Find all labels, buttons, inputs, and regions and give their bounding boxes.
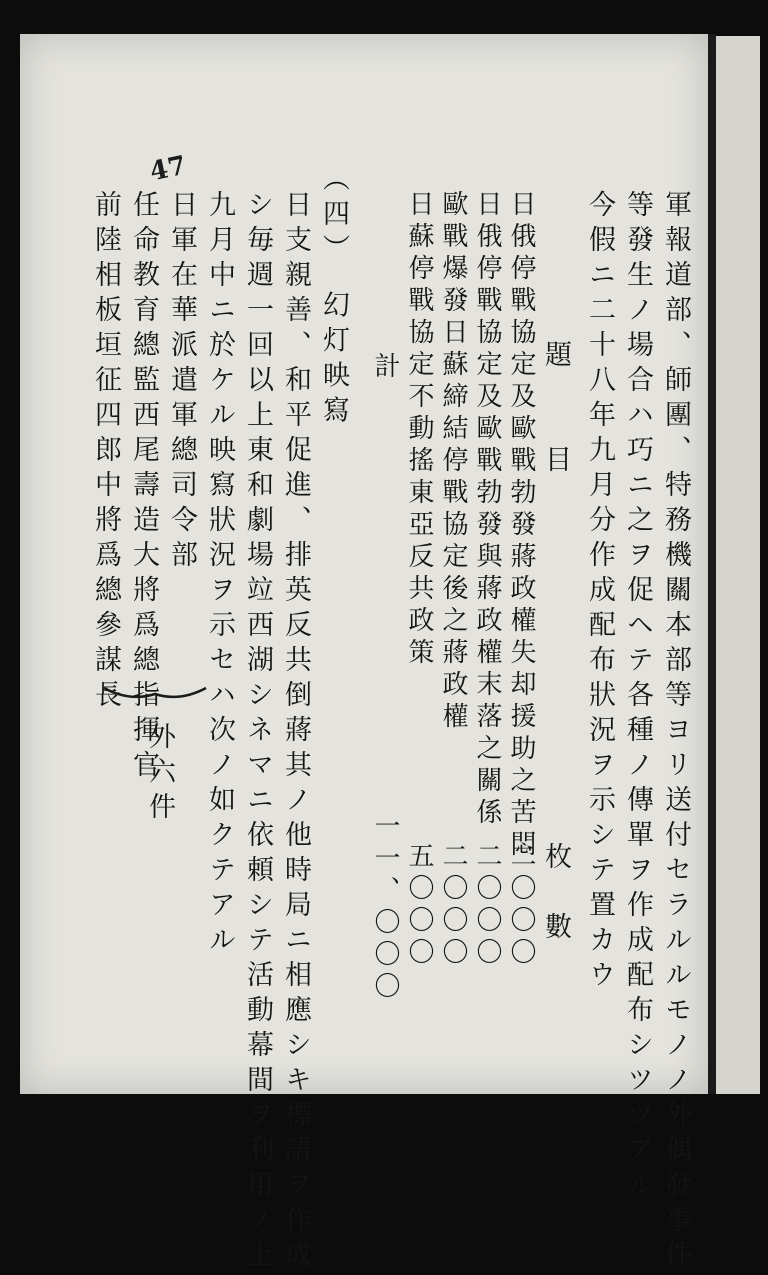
command-line-2: 任命教育總監西尾壽造大將爲總指揮官 <box>128 190 159 785</box>
binding-shadow <box>708 34 716 1094</box>
adjacent-page-edge <box>716 36 760 1094</box>
table-row-3-title: 歐戰爆發日蘇締結停戰協定後之蔣政權 <box>438 190 468 734</box>
table-header-title: 題 目 <box>540 340 571 480</box>
table-row-1-count: 二〇〇〇 <box>506 842 536 970</box>
command-line-3: 前陸相板垣征四郎中將爲總參謀長 <box>90 190 121 715</box>
intro-line-1: 軍報道部、師團、特務機關本部等ヨリ送付セラルルモノノ外偶發事件 <box>660 190 691 1275</box>
section-heading: （四） 幻灯映寫 <box>318 164 349 431</box>
table-row-2-title: 日俄停戰協定及歐戰勃發與蔣政權末落之關係 <box>472 190 502 830</box>
table-row-1-title: 日俄停戰協定及歐戰勃發蔣政權失却援助之苦悶 <box>506 190 536 862</box>
command-line-1: 日軍在華派遣軍總司令部 <box>166 190 197 575</box>
document-page <box>20 34 708 1275</box>
intro-line-3: 今假ニ二十八年九月分作成配布狀況ヲ示シテ置カウ <box>584 190 615 995</box>
section-line-2: シ毎週一回以上東和劇場竝西湖シネマニ依頼シテ活動幕間ヲ利用ノ上 <box>242 190 273 1275</box>
table-header-count: 枚 數 <box>540 842 571 947</box>
table-total-count: 一一、〇〇〇 <box>370 812 400 1004</box>
table-total-label: 計 <box>370 352 400 384</box>
section-line-3: 九月中ニ於ケル映寫狀況ヲ示セハ次ノ如クテアル <box>204 190 235 960</box>
table-row-3-count: 二〇〇〇 <box>438 842 468 970</box>
section-line-1: 日支親善、和平促進、排英反共倒蔣其ノ他時局ニ相應シキ標語ヲ作成 <box>280 190 311 1275</box>
table-row-4-title: 日蘇停戰協定不動搖東亞反共政策 <box>404 190 434 670</box>
bracket-note: 外六件 <box>144 722 175 827</box>
table-row-2-count: 二〇〇〇 <box>472 842 502 970</box>
table-row-4-count: 五〇〇〇 <box>404 842 434 970</box>
margin-page-mark: 47 <box>147 150 189 188</box>
bracket-mark <box>100 682 210 722</box>
intro-line-2: 等發生ノ場合ハ巧ニ之ヲ促ヘテ各種ノ傳單ヲ作成配布シツツアル <box>622 190 653 1205</box>
